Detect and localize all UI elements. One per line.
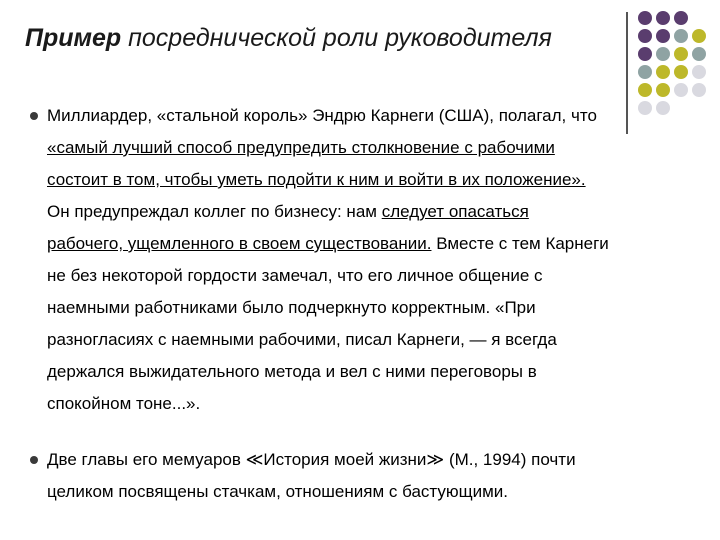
dot <box>692 65 706 79</box>
dot <box>638 47 652 61</box>
paragraph-1-line: не без некоторой гордости замечал, что его личное общение с <box>47 266 543 285</box>
dot <box>638 29 652 43</box>
paragraph-1-line: спокойном тоне...». <box>47 394 201 413</box>
dot <box>692 83 706 97</box>
dot <box>674 65 688 79</box>
dot <box>674 29 688 43</box>
dot <box>656 101 670 115</box>
dot <box>656 11 670 25</box>
paragraph-1-line: разногласиях с наемными рабочими, писал Карнеги, — я всегда <box>47 330 557 349</box>
paragraph-1-text: Он предупреждал коллег по бизнесу: нам <box>47 202 382 221</box>
paragraph-2-line: целиком посвящены стачкам, отношениям с бастующими. <box>47 482 509 501</box>
dot <box>638 65 652 79</box>
paragraph-1-line <box>47 196 609 228</box>
paragraph-1-line: состоит в том, чтобы уметь подойти к ним и войти в их положение». <box>47 170 586 189</box>
bullet-1 <box>30 112 38 120</box>
paragraph-1-line: Миллиардер, «стальной король» Эндрю Карнеги (США), полагал, что <box>47 106 597 125</box>
paragraph-1-line: «самый лучший способ предупредить столкновение с рабочими <box>47 138 555 157</box>
paragraph-2-line: Две главы его мемуаров ≪История моей жизни≫ (М., 1994) почти <box>47 450 576 469</box>
paragraph-1-underlined: рабочего, ущемленного в своем существовании. <box>47 234 432 253</box>
dot <box>638 101 652 115</box>
paragraph-1 <box>47 100 609 420</box>
paragraph-1-line: наемными работниками было подчеркнуто корректным. «При <box>47 298 536 317</box>
dot <box>674 11 688 25</box>
dot <box>638 83 652 97</box>
dot <box>692 47 706 61</box>
dot <box>674 47 688 61</box>
dot <box>656 47 670 61</box>
slide-title <box>25 24 552 53</box>
dot <box>692 29 706 43</box>
title-rest: посреднической роли руководителя <box>121 24 552 52</box>
dot <box>656 29 670 43</box>
divider-line <box>626 12 628 134</box>
bullet-2 <box>30 456 38 464</box>
paragraph-2 <box>47 444 576 508</box>
paragraph-1-text: Вместе с тем Карнеги <box>431 234 609 253</box>
paragraph-1-underlined: следует опасаться <box>381 202 529 221</box>
paragraph-1-line: держался выжидательного метода и вел с ними переговоры в <box>47 362 537 381</box>
dot <box>656 65 670 79</box>
dot <box>638 11 652 25</box>
paragraph-1-line <box>47 228 609 260</box>
title-strong: Пример <box>25 24 122 52</box>
dot <box>674 83 688 97</box>
dot <box>656 83 670 97</box>
